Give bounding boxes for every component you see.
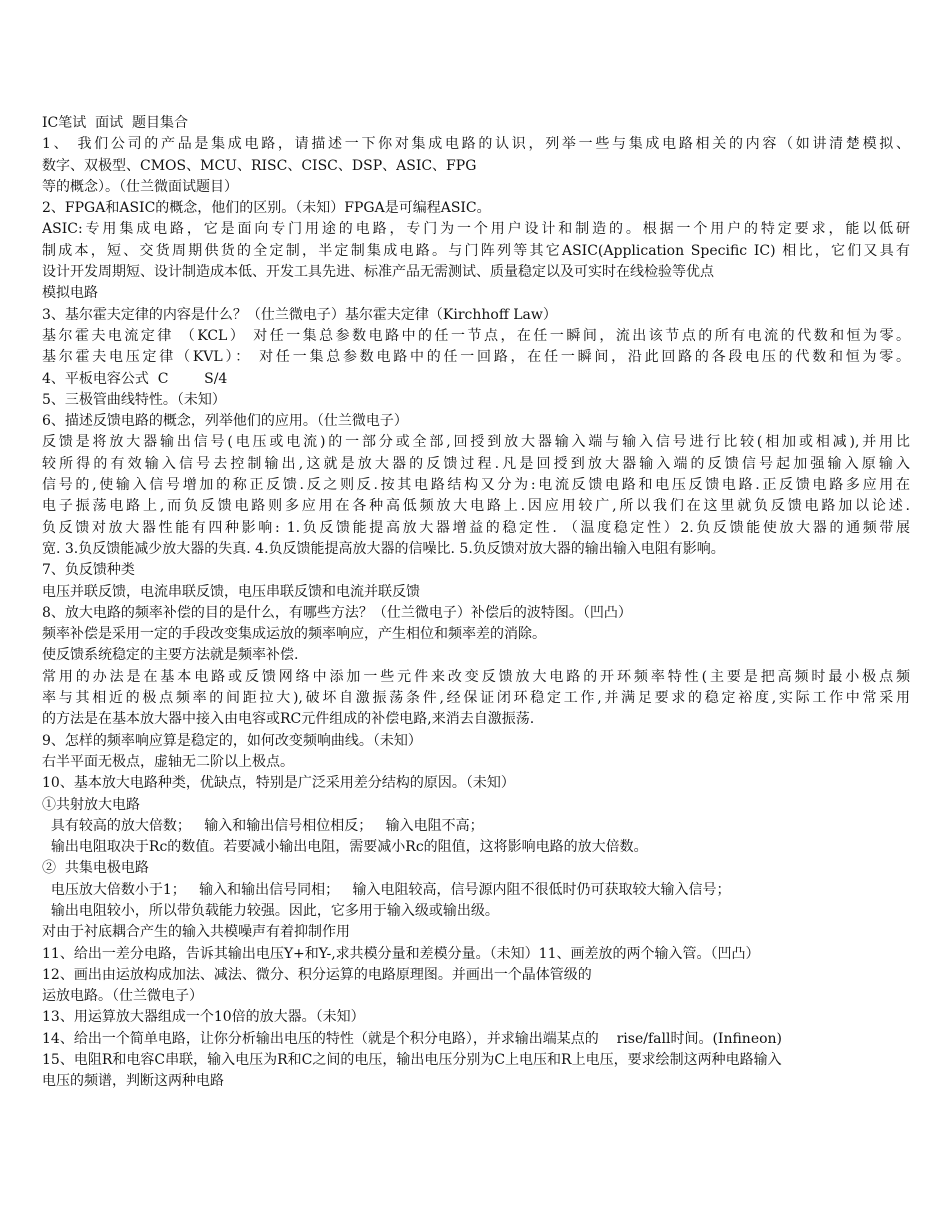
text-line: 12、画出由运放构成加法、减法、微分、积分运算的电路原理图。并画出一个晶体管级的 <box>42 966 592 983</box>
text-line: 电压放大倍数小于1； 输入和输出信号同相； 输入电阻较高，信号源内阻不很低时仍可获取较大输入信号； <box>42 881 731 898</box>
text-line: 等的概念）。（仕兰微面试题目） <box>42 178 238 195</box>
text-line: 常用的办法是在基本电路或反馈网络中添加一些元件来改变反馈放大电路的开环频率特性(主要是把高频时最小极点频 <box>42 668 910 685</box>
text-line: 基尔霍夫电压定律（KVL）： 对任一集总参数电路中的任一回路，在任一瞬间，沿此回路的各段电压的代数和恒为零。 <box>42 349 910 366</box>
text-line: IC笔试 面试 题目集合 <box>42 115 189 131</box>
text-line: ASIC:专用集成电路，它是面向专门用途的电路，专门为一个用户设计和制造的。根据一个用户的特定要求，能以低研 <box>42 221 910 238</box>
text-line: 运放电路。（仕兰微电子） <box>42 988 203 1005</box>
text-line: 5、三极管曲线特性。（未知） <box>42 391 226 408</box>
text-line: 负反馈对放大器性能有四种影响: 1.负反馈能提高放大器增益的稳定性. （温度稳定性）2.负反馈能使放大器的通频带展 <box>42 519 910 536</box>
text-line: 设计开发周期短、设计制造成本低、开发工具先进、标准产品无需测试、质量稳定以及可实时在线检验等优点 <box>42 264 714 281</box>
text-line: 15、电阻R和电容C串联，输入电压为R和C之间的电压，输出电压分别为C上电压和R上电压，要求绘制这两种电路输入 <box>42 1052 782 1069</box>
text-line: 的方法是在基本放大器中接入由电容或RC元件组成的补偿电路,来消去自激振荡. <box>42 711 535 728</box>
text-line: 宽. 3.负反馈能减少放大器的失真. 4.负反馈能提高放大器的信噪比. 5.负反馈对放大器的输出输入电阻有影响。 <box>42 540 725 557</box>
text-line: 输出电阻取决于Rc的数值。若要减小输出电阻，需要减小Rc的阻值，这将影响电路的放大倍数。 <box>42 839 648 856</box>
text-line: 右半平面无极点，虚轴无二阶以上极点。 <box>42 753 294 770</box>
text-line: 14、给出一个简单电路，让你分析输出电压的特性（就是个积分电路），并求输出端某点的 rise/fall时间。(Infineon) <box>42 1030 783 1047</box>
text-line: 3、基尔霍夫定律的内容是什么？（仕兰微电子）基尔霍夫定律（Kirchhoff Law） <box>42 306 557 323</box>
text-line: 具有较高的放大倍数； 输入和输出信号相位相反； 输入电阻不高； <box>42 817 484 834</box>
text-line: 10、基本放大电路种类，优缺点，特别是广泛采用差分结构的原因。（未知） <box>42 775 515 792</box>
text-line: 基尔霍夫电流定律 （KCL） 对任一集总参数电路中的任一节点，在任一瞬间，流出该节点的所有电流的代数和恒为零。 <box>42 327 910 344</box>
text-line: 频率补偿是采用一定的手段改变集成运放的频率响应，产生相位和频率差的消除。 <box>42 626 546 643</box>
text-line: 13、用运算放大器组成一个10倍的放大器。（未知） <box>42 1009 365 1026</box>
text-line: 11、给出一差分电路，告诉其输出电压Y+和Y-,求共模分量和差模分量。（未知）11、画差放的两个输入管。（凹凸） <box>42 945 760 962</box>
text-line: 电压并联反馈，电流串联反馈，电压串联反馈和电流并联反馈 <box>42 583 420 600</box>
text-line: 2、FPGA和ASIC的概念，他们的区别。（未知）FPGA是可编程ASIC。 <box>42 200 491 217</box>
text-line: 输出电阻较小，所以带负载能力较强。因此，它多用于输入级或输出级。 <box>42 902 499 919</box>
text-line: 反馈是将放大器输出信号(电压或电流)的一部分或全部,回授到放大器输入端与输入信号进行比较(相加或相减),并用比 <box>42 434 910 451</box>
text-line: 率与其相近的极点频率的间距拉大),破坏自激振荡条件,经保证闭环稳定工作,并满足要求的稳定裕度,实际工作中常采用 <box>42 690 910 707</box>
text-line: 使反馈系统稳定的主要方法就是频率补偿. <box>42 647 299 664</box>
text-line: 电子振荡电路上,而负反馈电路则多应用在各种高低频放大电路上.因应用较广,所以我们在这里就负反馈电路加以论述. <box>42 498 910 515</box>
text-line: 模拟电路 <box>42 285 98 302</box>
text-line: 9、怎样的频率响应算是稳定的，如何改变频响曲线。（未知） <box>42 732 422 749</box>
text-line: 1、 我们公司的产品是集成电路，请描述一下你对集成电路的认识，列举一些与集成电路相关的内容（如讲清楚模拟、 <box>42 136 910 153</box>
text-line: 4、平板电容公式 C S/4 <box>42 370 228 387</box>
text-line: 数字、双极型、CMOS、MCU、RISC、CISC、DSP、ASIC、FPG <box>42 157 477 174</box>
text-line: 对由于衬底耦合产生的输入共模噪声有着抑制作用 <box>42 924 350 941</box>
text-line: ② 共集电极电路 <box>42 860 149 877</box>
text-line: ①共射放大电路 <box>42 796 140 813</box>
text-line: 信号的,使输入信号增加的称正反馈.反之则反.按其电路结构又分为:电流反馈电路和电压反馈电路.正反馈电路多应用在 <box>42 477 910 494</box>
text-line: 电压的频谱，判断这两种电路 <box>42 1073 224 1090</box>
text-line: 较所得的有效输入信号去控制输出,这就是放大器的反馈过程.凡是回授到放大器输入端的反馈信号起加强输入原输入 <box>42 455 910 472</box>
text-line: 6、描述反馈电路的概念，列举他们的应用。（仕兰微电子） <box>42 413 408 430</box>
text-line: 8、放大电路的频率补偿的目的是什么，有哪些方法？（仕兰微电子）补偿后的波特图。（凹凸） <box>42 604 632 621</box>
text-line: 制成本，短、交货周期供货的全定制，半定制集成电路。与门阵列等其它ASIC(Application Specific IC) 相比，它们又具有 <box>42 242 910 259</box>
text-line: 7、负反馈种类 <box>42 562 135 579</box>
